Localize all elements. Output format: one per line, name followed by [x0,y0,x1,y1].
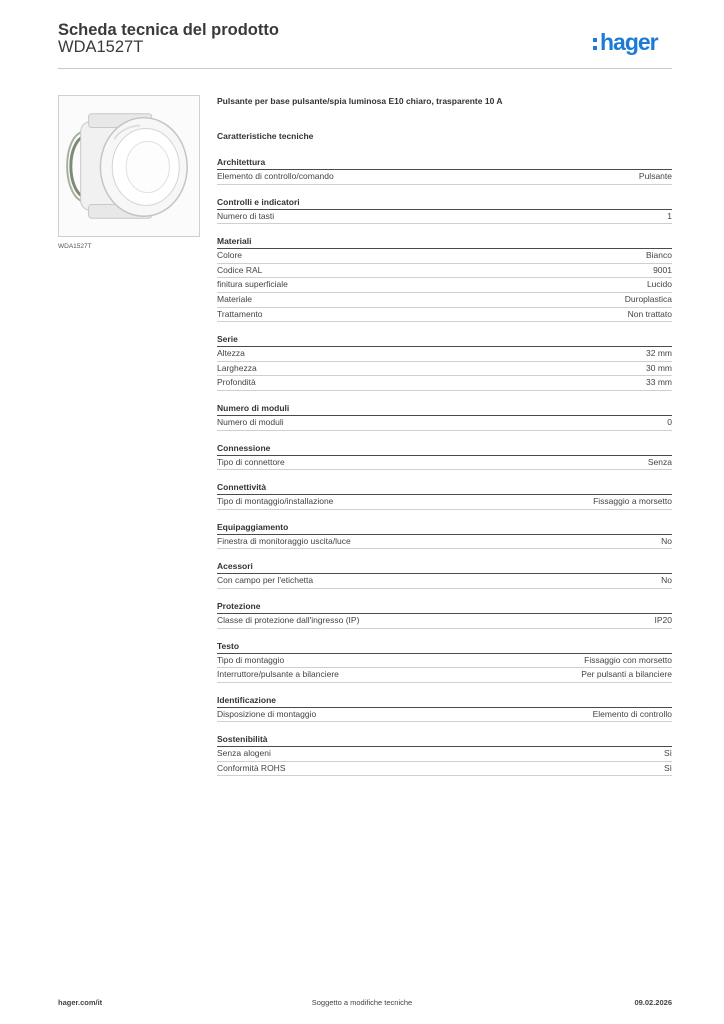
section-title: Connessione [217,442,672,456]
section-title: Materiali [217,235,672,249]
spec-value: 1 [667,210,672,221]
spec-section [217,333,672,391]
spec-row [217,278,672,293]
product-description: Pulsante per base pulsante/spia luminosa E10 chiaro, trasparente 10 A [217,96,503,106]
spec-content [217,94,672,776]
spec-value: 30 mm [646,362,672,373]
spec-section [217,402,672,431]
section-title: Numero di moduli [217,402,672,416]
spec-value: 32 mm [646,348,672,359]
section-title: Acessori [217,560,672,574]
spec-section [217,560,672,589]
spec-value: 33 mm [646,377,672,388]
spec-label: Codice RAL [217,264,263,275]
spec-label: Finestra di monitoraggio uscita/luce [217,535,351,546]
section-title: Connettività [217,481,672,495]
spec-row [217,347,672,362]
spec-label: Profondità [217,377,256,388]
spec-value: Lucido [646,279,672,290]
spec-label: Larghezza [217,362,257,373]
spec-row [217,574,672,589]
spec-label: Trattamento [217,308,263,319]
spec-row [217,614,672,629]
spec-value: Sì [663,762,672,773]
spec-section [217,196,672,225]
header-title: Scheda tecnica del prodotto [58,21,279,39]
spec-value: Fissaggio con morsetto [584,654,672,665]
spec-row [217,762,672,777]
image-caption: WDA1527T [58,243,92,250]
spec-value: Non trattato [627,308,672,319]
spec-section [217,733,672,776]
spec-section [217,600,672,629]
svg-text:hager: hager [600,30,658,55]
spec-label: Tipo di montaggio [217,654,285,665]
spec-row [217,654,672,669]
spec-section [217,640,672,683]
spec-value: Per pulsanti a bilanciere [581,669,672,680]
spec-section [217,481,672,510]
spec-value: Duroplastica [624,293,672,304]
spec-value: Senza [647,456,672,467]
section-title: Architettura [217,156,672,170]
footer-note: Soggetto a modifiche tecniche [311,998,413,1007]
spec-label: Tipo di montaggio/installazione [217,496,334,507]
section-title: Serie [217,333,672,347]
spec-label: Tipo di connettore [217,456,285,467]
spec-value: Pulsante [638,171,672,181]
spec-label: Colore [217,250,243,261]
spec-section [217,235,672,322]
spec-row [217,495,672,510]
spec-label: Con campo per l'etichetta [217,575,314,586]
spec-label: Interruttore/pulsante a bilanciere [217,669,339,680]
spec-row [217,308,672,323]
section-title: Equipaggiamento [217,521,672,535]
spec-row [217,210,672,225]
section-title: Identificazione [217,694,672,708]
spec-label: Numero di tasti [217,210,275,221]
header-divider [58,68,672,69]
product-code: WDA1527T [58,38,144,56]
spec-value: 9001 [653,264,672,275]
spec-label: Numero di moduli [217,416,284,427]
spec-value: Elemento di controllo [592,708,672,719]
spec-row [217,747,672,762]
spec-label: Materiale [217,293,252,304]
spec-value: Fissaggio a morsetto [593,496,672,507]
spec-row [217,264,672,279]
spec-value: Bianco [646,250,672,261]
spec-row [217,456,672,471]
section-title: Controlli e indicatori [217,196,672,210]
spec-value: No [661,535,672,546]
spec-label: Disposizione di montaggio [217,708,317,719]
spec-sections [217,156,672,776]
spec-value: Sì [663,748,672,759]
spec-value: IP20 [654,614,672,625]
spec-row [217,249,672,264]
spec-row [217,376,672,391]
spec-row [217,416,672,431]
spec-value: No [661,575,672,586]
spec-label: Elemento di controllo/comando [217,171,334,181]
spec-section [217,694,672,723]
spec-label: finitura superficiale [217,279,288,290]
spec-label: Senza alogeni [217,748,271,759]
hager-logo [592,30,676,58]
footer-website[interactable]: hager.com/it [58,998,103,1007]
spec-row [217,668,672,683]
spec-row [217,170,672,185]
spec-row [217,708,672,723]
section-title: Protezione [217,600,672,614]
spec-value: 0 [667,416,672,427]
section-title: Testo [217,640,672,654]
spec-row [217,293,672,308]
product-image [58,95,200,237]
spec-section [217,442,672,471]
characteristics-title: Caratteristiche tecniche [217,131,314,141]
section-title: Sostenibilità [217,733,672,747]
spec-section [217,521,672,550]
spec-section [217,156,672,185]
spec-row [217,535,672,550]
spec-label: Classe di protezione dall'ingresso (IP) [217,614,360,625]
spec-row [217,362,672,377]
spec-label: Altezza [217,348,245,359]
footer-date: 09.02.2026 [634,998,672,1007]
spec-label: Conformità ROHS [217,762,286,773]
